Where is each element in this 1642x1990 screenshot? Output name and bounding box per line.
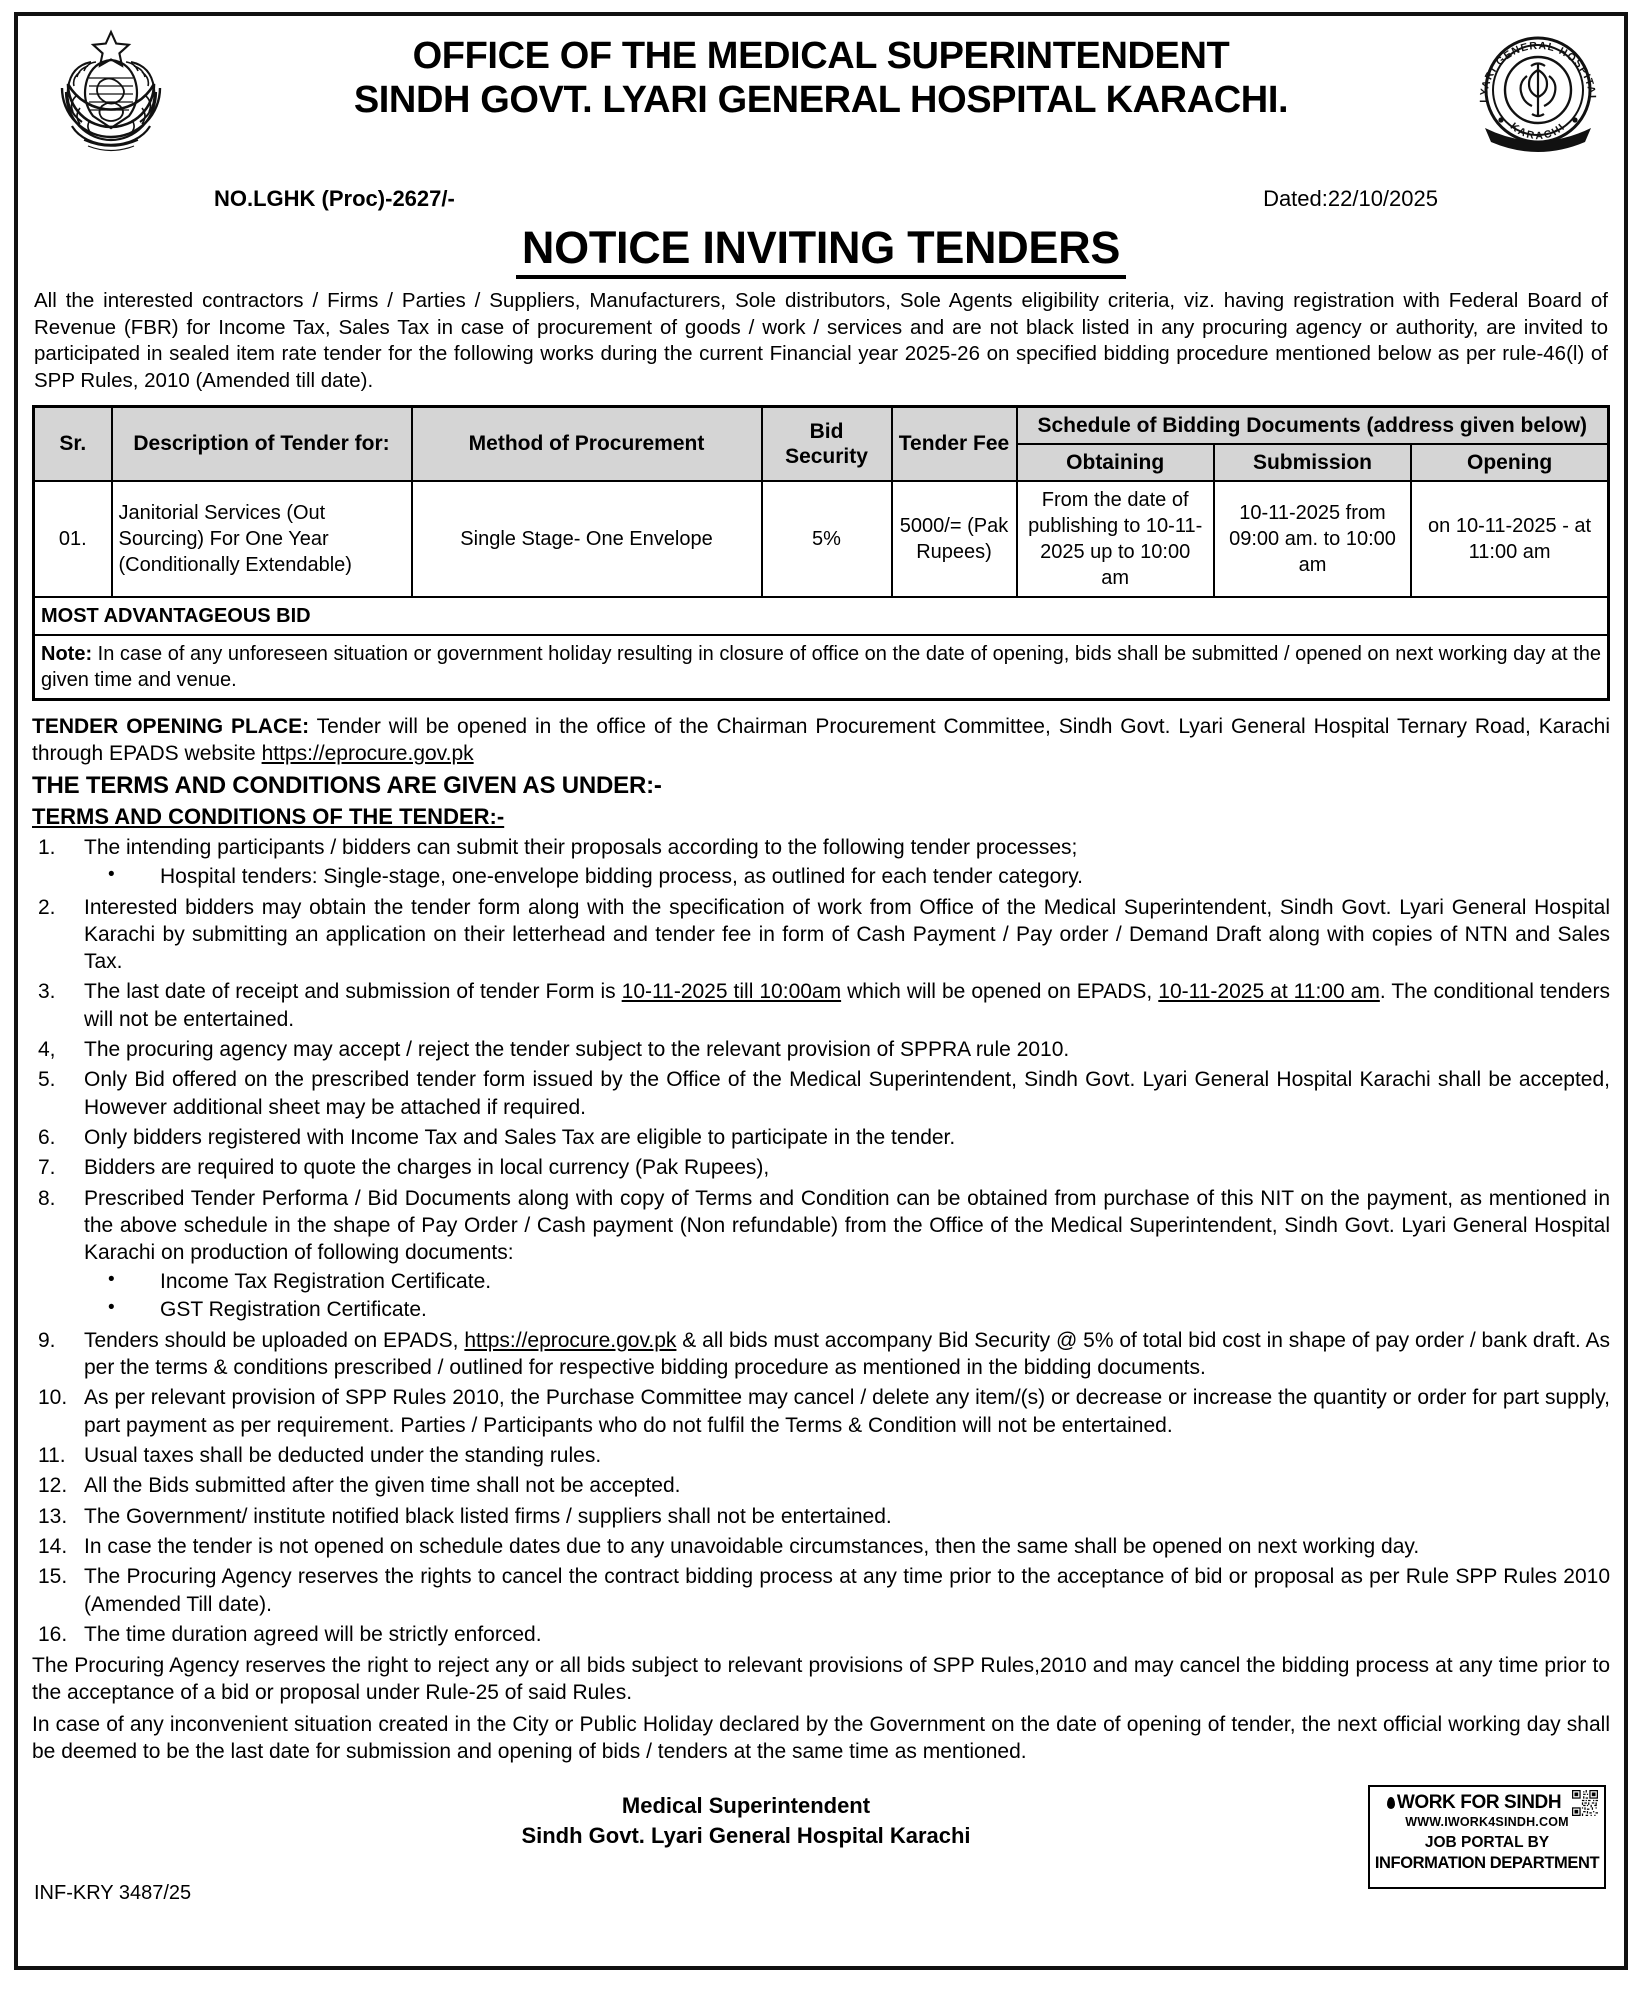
term-fragment: which will be opened on EPADS, (841, 980, 1159, 1004)
badge-url: WWW.IWORK4SINDH.COM (1405, 1815, 1569, 1830)
badge-title: WORK FOR SINDH (1396, 1792, 1562, 1814)
term-text (84, 980, 1610, 1030)
term-text: The time duration agreed will be strictly enforced. (84, 1622, 542, 1646)
term-number: 9. (38, 1328, 56, 1352)
term-text: The Government/ institute notified black listed firms / suppliers shall not be entertained. (84, 1504, 892, 1528)
term-item (32, 894, 1610, 976)
cell-obtaining: From the date of publishing to 10-11-2025 up to 10:00 am (1017, 481, 1214, 597)
term-item (32, 1621, 1610, 1648)
term-number: 8. (38, 1186, 56, 1210)
th-obtaining: Obtaining (1017, 444, 1214, 481)
signatory-office: Sindh Govt. Lyari General Hospital Karachi (521, 1822, 971, 1848)
th-tender-fee: Tender Fee (892, 406, 1017, 481)
term-item (32, 1533, 1610, 1560)
cell-tender-fee: 5000/= (Pak Rupees) (892, 481, 1017, 597)
org-line-2: SINDH GOVT. LYARI GENERAL HOSPITAL KARACHI. (353, 79, 1289, 122)
term-item (32, 834, 1610, 891)
term-sub-text: Hospital tenders: Single-stage, one-envelope bidding process, as outlined for each tender category. (160, 864, 1084, 888)
term-text: Only Bid offered on the prescribed tender form issued by the Office of the Medical Superintendent, Sindh Govt. Lyari General Hospital Karachi shall be accepted, However additional sheet may be attached if required. (84, 1068, 1610, 1119)
tender-opening-place (32, 713, 1610, 768)
header-titles (32, 22, 1610, 122)
term-sub-list (84, 863, 1610, 891)
terms-given-heading: THE TERMS AND CONDITIONS ARE GIVEN AS UNDER:- (32, 771, 662, 799)
th-bid-security: Bid Security (762, 406, 892, 481)
cell-method: Single Stage- One Envelope (412, 481, 762, 597)
tail-paragraph-2: In case of any inconvenient situation created in the City or Public Holiday declared by the Government on the date of opening of tender, the next official working day shall be deemed to be the last date for submission and opening of bids / tenders at the same time as mentioned. (32, 1712, 1610, 1763)
term-item (32, 1185, 1610, 1324)
note-text: In case of any unforeseen situation or government holiday resulting in closure of office on the date of opening, bids shall be submitted / opened on next working day at the given time and venue. (41, 642, 1601, 691)
term-number: 14. (38, 1534, 68, 1558)
tail-paragraph-1: The Procuring Agency reserves the right to reject any or all bids subject to relevant provisions of SPP Rules,2010 and may cancel the bidding process at any time prior to the acceptance of a bid or proposal under Rule-25 of said Rules. (32, 1654, 1610, 1705)
th-submission: Submission (1214, 444, 1411, 481)
term-underlined-fragment[interactable]: https://eprocure.gov.pk (464, 1328, 677, 1352)
term-item (32, 1124, 1610, 1151)
term-text: Interested bidders may obtain the tender form along with the specification of work from Office of the Medical Superintendent, Sindh Govt. Lyari General Hospital Karachi by submitting an application on their letterhead and tender fee in form of Cash Payment / Pay order / Demand Draft along with copies of NTN and Sales Tax. (84, 895, 1610, 974)
term-number: 1. (38, 835, 56, 859)
term-underlined-fragment[interactable]: 10-11-2025 till 10:00am (621, 980, 842, 1004)
term-text: Bidders are required to quote the charges in local currency (Pak Rupees), (84, 1156, 770, 1180)
badge-title-row (1374, 1790, 1600, 1812)
th-opening: Opening (1411, 444, 1608, 481)
badge-line-4: INFORMATION DEPARTMENT (1374, 1854, 1600, 1873)
term-number: 13. (38, 1504, 68, 1528)
notice-date: Dated:22/10/2025 (1263, 186, 1438, 211)
term-item (32, 1154, 1610, 1181)
qr-code-icon (1572, 1790, 1598, 1816)
term-number: 16. (38, 1622, 68, 1646)
th-sr: Sr. (34, 406, 112, 481)
cell-submission: 10-11-2025 from 09:00 am. to 10:00 am (1214, 481, 1411, 597)
term-number: 15. (38, 1565, 68, 1589)
water-drop-icon (1387, 1797, 1395, 1809)
cell-bid-security: 5% (762, 481, 892, 597)
cell-sr: 01. (34, 481, 112, 597)
term-number: 5. (38, 1068, 56, 1092)
table-row (34, 481, 1609, 597)
tender-opening-place-block (32, 713, 1610, 768)
eprocure-link[interactable]: https://eprocure.gov.pk (261, 742, 474, 766)
term-item (32, 1563, 1610, 1618)
term-sub-list (84, 1268, 1610, 1323)
job-portal-badge (1368, 1785, 1606, 1889)
term-number: 6. (38, 1125, 56, 1149)
svg-text:LYARI GENERAL HOSPITAL: LYARI GENERAL HOSPITAL (1477, 39, 1599, 103)
term-item (32, 1472, 1610, 1499)
org-line-1: OFFICE OF THE MEDICAL SUPERINTENDENT (412, 35, 1230, 77)
term-sub-text: GST Registration Certificate. (160, 1298, 427, 1322)
term-text: The Procuring Agency reserves the rights to cancel the contract bidding process at any time prior to the acceptance of bid or proposal as per Rule SPP Rules 2010 (Amended Till date). (84, 1565, 1610, 1616)
term-text: Only bidders registered with Income Tax and Sales Tax are eligible to participate in the tender. (84, 1125, 956, 1149)
term-sub-item (84, 1296, 1610, 1324)
term-fragment: Tenders should be uploaded on EPADS, (84, 1328, 465, 1352)
term-item (32, 1384, 1610, 1439)
term-text: Usual taxes shall be deducted under the standing rules. (84, 1444, 602, 1468)
term-sub-text: Income Tax Registration Certificate. (160, 1270, 492, 1294)
cell-description: Janitorial Services (Out Sourcing) For One Year (Conditionally Extendable) (112, 481, 412, 597)
term-text: All the Bids submitted after the given time shall not be accepted. (84, 1474, 681, 1498)
svg-text:KARACHI: KARACHI (1507, 120, 1569, 143)
footer (32, 1791, 1610, 1909)
bullet-icon: • (108, 1297, 115, 1319)
term-text (84, 1329, 1610, 1379)
term-text: As per relevant provision of SPP Rules 2010, the Purchase Committee may cancel / delete any item/(s) or decrease or increase the quantity or order for part supply, part payment as per requirement. Parties / Participants who do not fulfil the Terms & Condition will not be entertained. (84, 1386, 1610, 1437)
table-header-row (34, 406, 1609, 444)
term-number: 10. (38, 1386, 68, 1410)
term-item (32, 1327, 1610, 1382)
lyari-general-hospital-logo-icon (1471, 28, 1606, 158)
table-note-row (34, 635, 1609, 700)
note-label: Note: (41, 642, 93, 665)
terms-of-tender-heading: TERMS AND CONDITIONS OF THE TENDER:- (32, 803, 505, 829)
most-advantageous-bid-row (34, 597, 1609, 635)
reference-line (32, 186, 1610, 216)
inf-number: INF-KRY 3487/25 (34, 1882, 192, 1905)
term-text: Prescribed Tender Performa / Bid Documents along with copy of Terms and Condition can be obtained from purchase of this NIT on the payment, as mentioned in the above schedule in the shape of Pay Order / Cash payment (Non refundable) from the Office of the Medical Superintendent, Sindh Govt. Lyari General Hospital Karachi on production of following documents: (84, 1186, 1610, 1265)
term-fragment: & all bids must accompany Bid Security @ 5% of total bid cost in shape of pay order / bank draft. As per the terms & conditions prescribed / outlined for respective bidding procedure as mentioned in the bidding documents. (84, 1328, 1610, 1380)
badge-line-3: JOB PORTAL BY (1424, 1834, 1550, 1852)
tender-schedule-table (32, 405, 1610, 701)
term-sub-item (84, 863, 1610, 891)
bullet-icon: • (108, 863, 115, 885)
term-text: The intending participants / bidders can submit their proposals according to the following tender processes; (84, 835, 1078, 859)
page-title (32, 222, 1610, 274)
terms-and-conditions-list (32, 834, 1610, 1649)
term-fragment: The last date of receipt and submission of tender Form is (84, 980, 622, 1004)
th-schedule: Schedule of Bidding Documents (address given below) (1017, 406, 1609, 444)
term-fragment: . The conditional tenders will not be entertained. (84, 980, 1610, 1031)
tender-opening-place-label: TENDER OPENING PLACE: (32, 714, 310, 738)
term-item (32, 978, 1610, 1033)
th-method: Method of Procurement (412, 406, 762, 481)
th-description: Description of Tender for: (112, 406, 412, 481)
term-number: 3. (38, 980, 56, 1004)
term-text: In case the tender is not opened on schedule dates due to any unavoidable circumstances, then the same shall be opened on next working day. (84, 1534, 1420, 1558)
term-item (32, 1503, 1610, 1530)
tender-notice-page (14, 12, 1628, 1970)
term-number: 12. (38, 1474, 68, 1498)
term-item (32, 1036, 1610, 1063)
signatory-title: Medical Superintendent (621, 1793, 871, 1819)
term-sub-item (84, 1268, 1610, 1296)
term-number: 4, (38, 1038, 56, 1062)
masthead (32, 22, 1610, 172)
cell-opening: on 10-11-2025 - at 11:00 am (1411, 481, 1608, 597)
pakistan-state-emblem-icon (36, 22, 186, 172)
term-underlined-fragment[interactable]: 10-11-2025 at 11:00 am (1158, 980, 1380, 1004)
intro-paragraph: All the interested contractors / Firms / Parties / Suppliers, Manufacturers, Sole distributors, Sole Agents eligibility criteria, viz. having registration with Federal Board of Revenue (FBR) for Income Tax, Sales Tax in case of procurement of goods / work / services and are not black listed in any procuring agency or authority, are invited to participated in sealed item rate tender for the following works during the current Financial year 2025-26 on specified bidding procedure mentioned below as per rule-46(l) of SPP Rules, 2010 (Amended till date). (34, 289, 1608, 392)
term-number: 7. (38, 1156, 56, 1180)
term-number: 2. (38, 895, 56, 919)
most-advantageous-bid-label: MOST ADVANTAGEOUS BID (34, 597, 1609, 635)
reference-number: NO.LGHK (Proc)-2627/- (214, 186, 455, 211)
term-number: 11. (38, 1444, 66, 1468)
bullet-icon: • (108, 1269, 115, 1291)
term-item (32, 1442, 1610, 1469)
term-text: The procuring agency may accept / reject the tender subject to the relevant provision of SPPRA rule 2010. (84, 1038, 1070, 1062)
table-note (34, 635, 1609, 700)
page-title-text: NOTICE INVITING TENDERS (516, 222, 1126, 279)
tender-opening-place-text: Tender will be opened in the office of the Chairman Procurement Committee, Sindh Govt. Lyari General Hospital Ternary Road, Karachi through EPADS website (32, 714, 1610, 766)
term-item (32, 1066, 1610, 1121)
